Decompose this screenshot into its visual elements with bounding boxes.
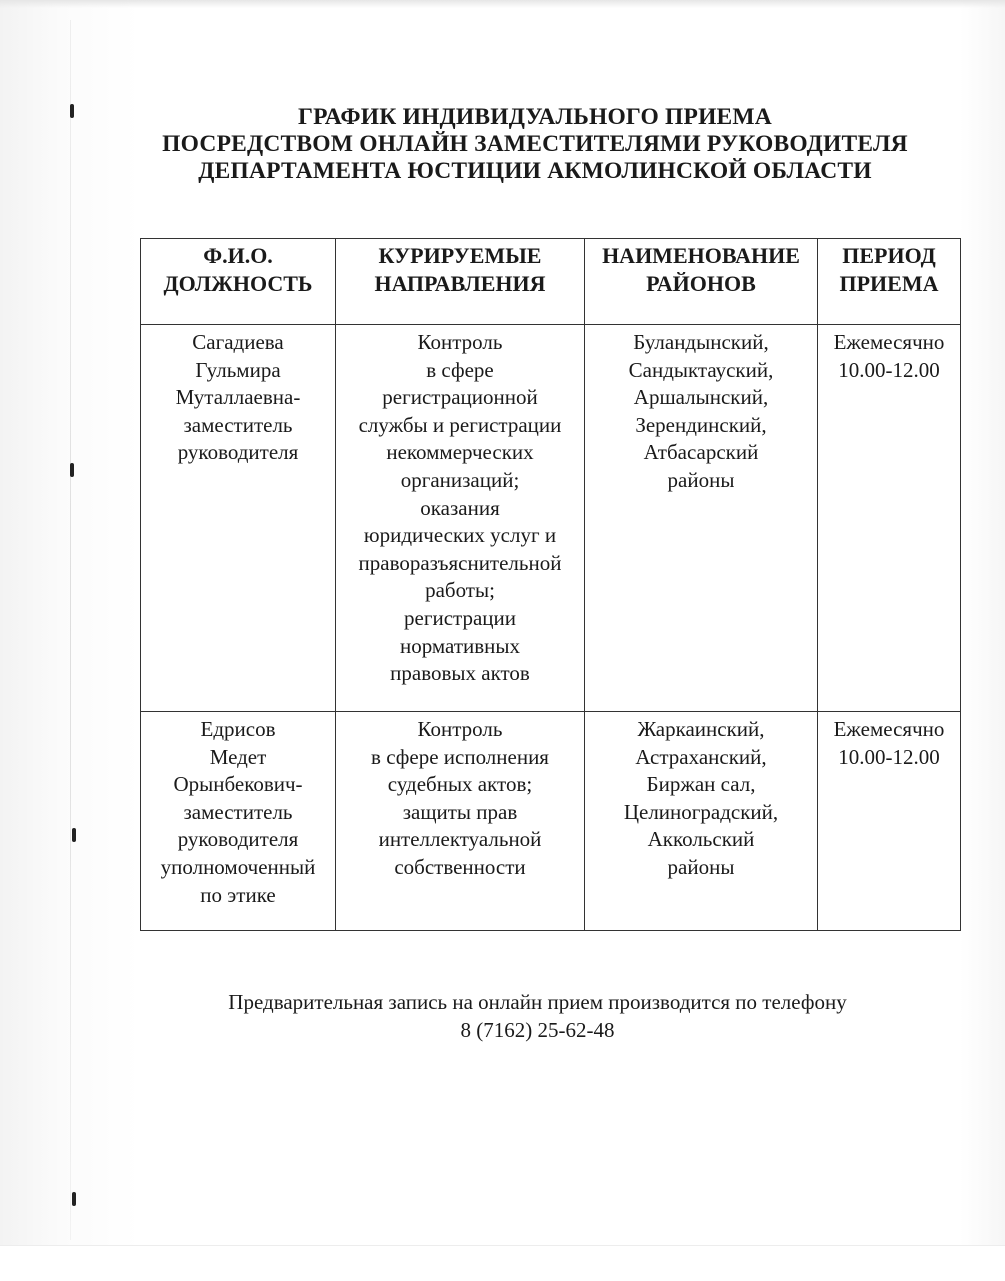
cell-text: Жаркаинский, <box>637 717 765 741</box>
cell-text: Муталлаевна- <box>175 385 301 410</box>
cell-text: 10.00-12.00 <box>838 357 940 382</box>
cell-text: в сфере исполнения <box>371 744 549 769</box>
cell-text: защиты прав <box>402 799 518 824</box>
cell-text: Едрисов <box>200 717 276 741</box>
cell-text: уполномоченный <box>160 854 316 879</box>
cell-text: интеллектуальной <box>378 827 542 852</box>
cell-person <box>141 325 336 712</box>
title-line: ДЕПАРТАМЕНТА ЮСТИЦИИ АКМОЛИНСКОЙ ОБЛАСТИ <box>198 158 872 184</box>
footer-note <box>100 988 975 1044</box>
footer-phone: 8 (7162) 25-62-48 <box>460 1018 615 1042</box>
header-supervised-areas <box>336 239 585 325</box>
header-districts <box>585 239 818 325</box>
title-line: ГРАФИК ИНДИВИДУАЛЬНОГО ПРИЕМА <box>298 104 772 130</box>
cell-districts <box>585 325 818 712</box>
cell-text: Контроль <box>417 717 503 741</box>
binder-hole-mark <box>70 104 74 118</box>
cell-text: районы <box>667 467 735 492</box>
title-line: ПОСРЕДСТВОМ ОНЛАЙН ЗАМЕСТИТЕЛЯМИ РУКОВОДИТЕЛЯ <box>162 131 908 157</box>
cell-text: Буландынский, <box>633 330 769 354</box>
table-row <box>141 325 961 712</box>
cell-districts <box>585 712 818 931</box>
header-text: КУРИРУЕМЫЕ <box>378 243 542 268</box>
cell-text: Медет <box>209 744 267 769</box>
binder-hole-mark <box>70 463 74 477</box>
cell-text: регистрации <box>404 605 516 630</box>
page-margin-shadow <box>70 20 71 1240</box>
cell-text: некоммерческих <box>386 440 534 465</box>
cell-text: организаций; <box>400 467 520 492</box>
cell-text: по этике <box>200 882 276 907</box>
cell-period <box>818 325 961 712</box>
cell-text: Сандыктауский, <box>628 357 774 382</box>
cell-text: Целиноградский, <box>623 799 779 824</box>
cell-text: заместитель <box>183 799 293 824</box>
cell-text: Контроль <box>417 330 503 354</box>
header-reception-period <box>818 239 961 325</box>
table-header-row <box>141 239 961 325</box>
header-text: Ф.И.О. <box>203 243 273 268</box>
header-name-position <box>141 239 336 325</box>
cell-text: регистрационной <box>382 385 538 410</box>
cell-period <box>818 712 961 931</box>
cell-text: службы и регистрации <box>358 412 562 437</box>
binder-hole-mark <box>72 828 76 842</box>
cell-text: Ежемесячно <box>833 717 945 741</box>
header-text: НАПРАВЛЕНИЯ <box>374 271 546 296</box>
cell-text: судебных актов; <box>387 772 533 797</box>
cell-text: Гульмира <box>195 357 281 382</box>
cell-text: 10.00-12.00 <box>838 744 940 769</box>
scan-edge-top <box>0 0 1005 8</box>
cell-text: правовых актов <box>390 661 530 686</box>
binder-hole-mark <box>72 1192 76 1206</box>
cell-text: руководителя <box>177 827 299 852</box>
cell-text: Атбасарский <box>643 440 759 465</box>
cell-text: заместитель <box>183 412 293 437</box>
cell-text: Аршалынский, <box>633 385 769 410</box>
cell-text: собственности <box>394 854 526 879</box>
cell-person <box>141 712 336 931</box>
cell-text: праворазъяснительной <box>358 550 562 575</box>
cell-text: Биржан сал, <box>646 772 756 797</box>
cell-text: работы; <box>425 578 495 603</box>
reception-schedule-table <box>140 238 961 931</box>
cell-text: нормативных <box>399 633 521 658</box>
cell-text: Зерендинский, <box>635 412 767 437</box>
cell-text: в сфере <box>426 357 494 382</box>
header-text: ДОЛЖНОСТЬ <box>163 271 313 296</box>
table-row <box>141 712 961 931</box>
cell-areas <box>336 712 585 931</box>
cell-text: Астраханский, <box>635 744 767 769</box>
document-title <box>100 104 970 185</box>
scan-edge-bottom <box>0 1245 1005 1281</box>
cell-text: руководителя <box>177 440 299 465</box>
cell-text: Орынбекович- <box>173 772 303 797</box>
header-text: НАИМЕНОВАНИЕ <box>602 243 800 268</box>
cell-text: Аккольский <box>647 827 755 852</box>
cell-text: оказания <box>420 495 500 520</box>
cell-text: районы <box>667 854 735 879</box>
header-text: РАЙОНОВ <box>646 271 756 296</box>
cell-areas <box>336 325 585 712</box>
cell-text: Ежемесячно <box>833 330 945 354</box>
cell-text: юридических услуг и <box>363 523 557 548</box>
footer-appointment-text: Предварительная запись на онлайн прием производится по телефону <box>228 990 847 1014</box>
header-text: ПРИЕМА <box>839 271 939 296</box>
header-text: ПЕРИОД <box>842 243 936 268</box>
cell-text: Сагадиева <box>192 330 284 354</box>
